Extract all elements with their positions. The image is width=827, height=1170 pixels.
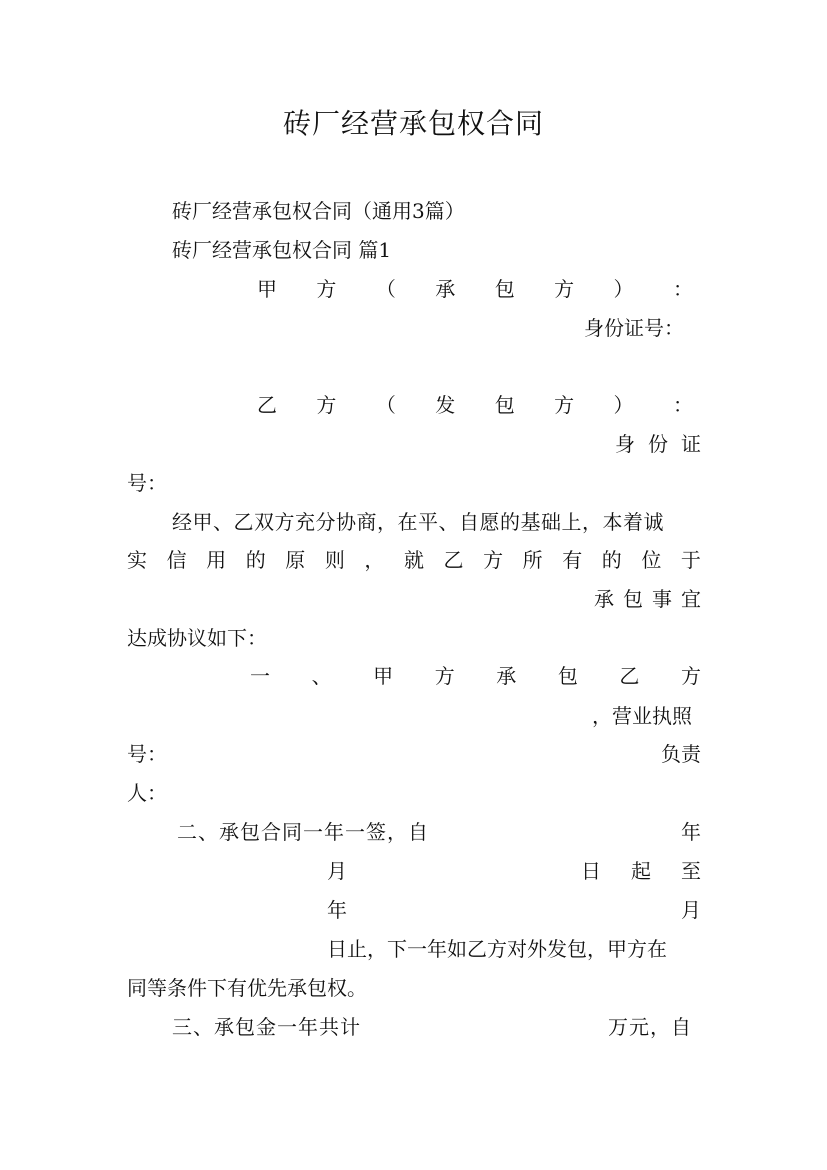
clause-1-char: 、: [311, 664, 332, 688]
party-b-char: ：: [672, 393, 693, 417]
party-a-char: ）: [613, 277, 634, 301]
party-b-char: （: [375, 393, 396, 417]
intro-char: 包: [623, 587, 643, 611]
intro-line-3: [594, 587, 701, 611]
intro-line-1: 经甲、乙双方充分协商，在平、自愿的基础上，本着诚: [172, 510, 664, 534]
clause-3-end: 万元，自: [608, 1015, 692, 1039]
clause-1-person: 人：: [127, 781, 167, 805]
clause-1-char: 甲: [373, 664, 394, 688]
clause-2-day-char: 至: [681, 859, 701, 883]
intro-char: 承: [594, 587, 614, 611]
clause-1-license: ，营业执照: [592, 704, 692, 728]
party-a-char: 甲: [257, 277, 277, 301]
intro-char: 于: [680, 548, 701, 572]
clause-1-line: [250, 664, 701, 688]
party-b-char: ）: [613, 393, 634, 417]
clause-2-year: 年: [681, 820, 701, 844]
intro-char: 则: [324, 548, 345, 572]
party-b-id-char: 证: [681, 432, 701, 456]
clause-2-line-1: [177, 820, 701, 844]
clause-3-start: 三、承包金一年共计: [172, 1015, 361, 1039]
intro-char: 实: [127, 548, 147, 572]
intro-char: 事: [652, 587, 672, 611]
party-a-id: 身份证号：: [584, 316, 684, 340]
clause-1-char: 乙: [619, 664, 640, 688]
intro-char: 有: [562, 548, 583, 572]
intro-char: 原: [285, 548, 306, 572]
intro-char: ，: [364, 548, 385, 572]
party-a-char: 包: [494, 277, 515, 301]
party-b-char: 包: [494, 393, 515, 417]
clause-1-char: 一: [250, 664, 270, 688]
intro-line-4: 达成协议如下：: [127, 626, 267, 650]
party-a-char: ：: [672, 277, 693, 301]
clause-2-year: 年: [327, 898, 347, 922]
subtitle: 砖厂经营承包权合同（通用3篇）: [172, 199, 465, 223]
party-b-line: [257, 393, 693, 417]
intro-char: 乙: [443, 548, 464, 572]
intro-char: 就: [403, 548, 424, 572]
intro-char: 方: [483, 548, 504, 572]
party-a-char: 方: [554, 277, 575, 301]
clause-2-day-line: [581, 859, 701, 883]
clause-2-line-3: [327, 898, 701, 922]
party-a-char: （: [375, 277, 396, 301]
clause-1-owner: 负责: [661, 742, 701, 766]
intro-char: 用: [206, 548, 227, 572]
clause-1-char: 包: [557, 664, 578, 688]
party-b-id-char: 份: [648, 432, 668, 456]
clause-2-start: 二、承包合同一年一签，自: [177, 820, 429, 844]
party-a-char: 承: [435, 277, 456, 301]
clause-2-day-char: 日: [581, 859, 601, 883]
section-heading: 砖厂经营承包权合同 篇1: [172, 238, 392, 262]
clause-1-char: 承: [496, 664, 517, 688]
intro-char: 的: [245, 548, 266, 572]
clause-1-char: 方: [680, 664, 701, 688]
clause-1-char: 方: [434, 664, 455, 688]
document-title: 砖厂经营承包权合同: [282, 107, 544, 140]
clause-2-end: 同等条件下有优先承包权。: [127, 976, 367, 1000]
party-a-line: [257, 277, 693, 301]
party-b-id-char: 身: [615, 432, 635, 456]
party-b-char: 方: [316, 393, 337, 417]
party-b-char: 发: [435, 393, 456, 417]
clause-2-day-char: 起: [631, 859, 651, 883]
party-b-char: 乙: [257, 393, 277, 417]
intro-char: 位: [641, 548, 662, 572]
clause-1-no: 号：: [127, 742, 167, 766]
party-a-char: 方: [316, 277, 337, 301]
clause-1-no-line: [127, 742, 701, 766]
party-b-char: 方: [554, 393, 575, 417]
party-b-id-end: 号：: [127, 471, 167, 495]
intro-char: 所: [522, 548, 543, 572]
clause-2-month: 月: [327, 859, 347, 883]
intro-char: 的: [601, 548, 622, 572]
intro-char: 信: [166, 548, 187, 572]
clause-2-month: 月: [681, 898, 701, 922]
clause-2-cont: 日止，下一年如乙方对外发包，甲方在: [327, 937, 667, 961]
party-b-id-line: [615, 432, 701, 456]
intro-line-2: [127, 548, 701, 572]
intro-char: 宜: [681, 587, 701, 611]
